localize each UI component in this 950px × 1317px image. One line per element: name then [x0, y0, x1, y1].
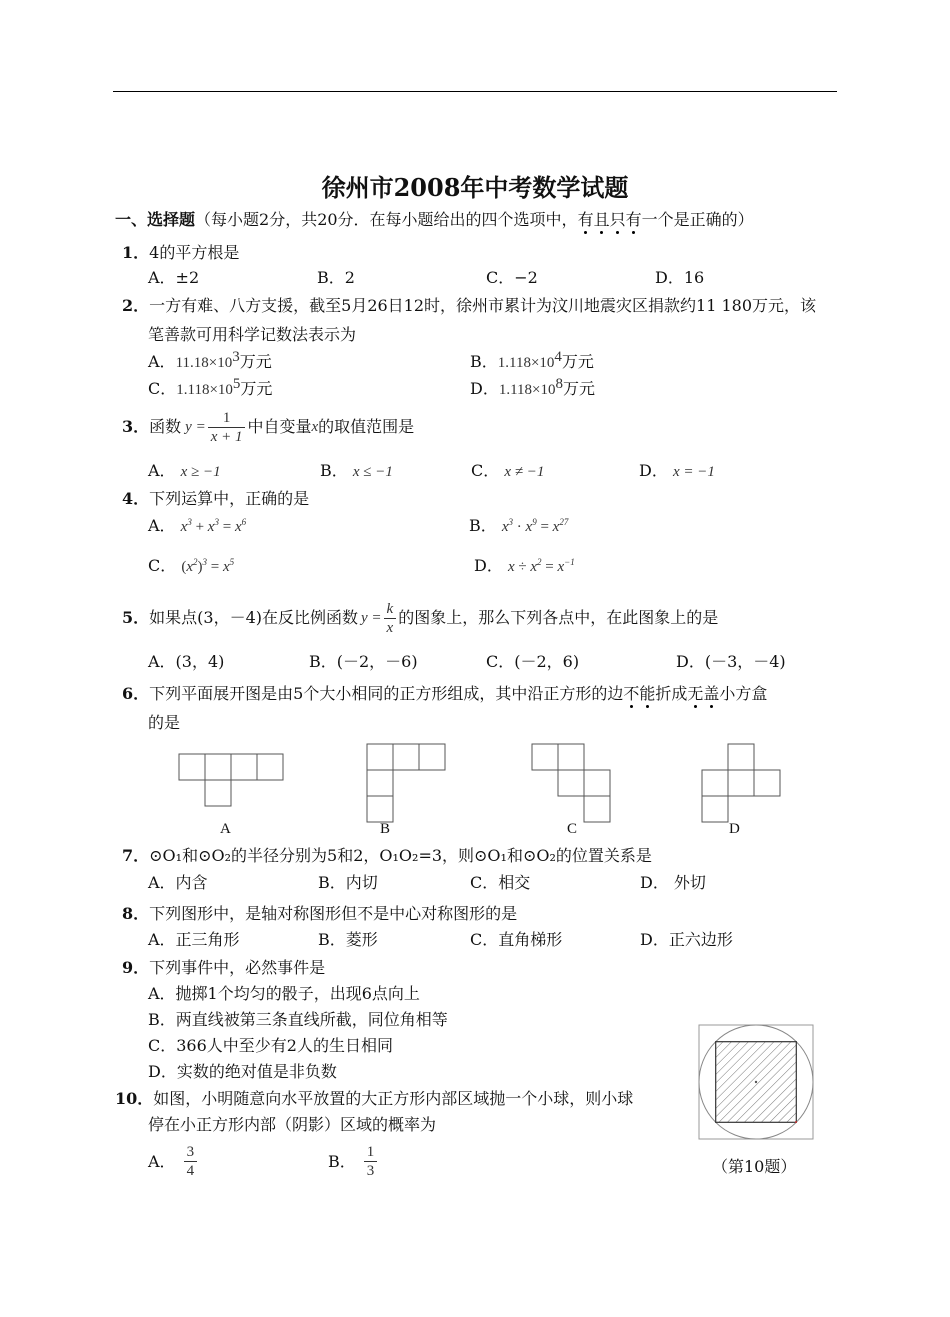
page-title: 徐州市2008年中考数学试题 — [321, 173, 629, 202]
option-coef: 1.118×10 — [497, 355, 555, 371]
option-expr: x ≥ −1 — [180, 464, 221, 480]
q9-option-c[interactable]: C．366人中至少有2人的生日相同 — [148, 1036, 393, 1055]
q2-option-c[interactable] — [148, 376, 273, 400]
net-figure-c[interactable] — [531, 743, 611, 823]
question-5 — [122, 596, 718, 640]
option-exp: 8 — [555, 376, 563, 392]
option-label: B． — [469, 516, 497, 535]
option-expr: $x^3 + x^3 = x^6$ — [180, 517, 247, 535]
question-stem-cont: 的是 — [148, 713, 181, 732]
figure-label-a: A — [220, 821, 231, 837]
option-coef: 1.118×10 — [498, 382, 556, 398]
option-label: D． — [474, 556, 503, 575]
question-3 — [122, 405, 414, 449]
option-expr: x = −1 — [672, 464, 715, 480]
option-exp: 4 — [554, 349, 562, 365]
q5-option-b[interactable]: B．(－2，－6) — [309, 652, 418, 671]
fraction-numerator: 3 — [186, 1144, 195, 1160]
emph-char: 有 — [577, 210, 594, 229]
emph-char: 盖 — [703, 684, 720, 703]
question-number: 7． — [122, 846, 150, 865]
question-number: 3． — [122, 417, 150, 436]
formula-lhs: y = — [185, 419, 206, 435]
question-stem: 下列平面展开图是由5个大小相同的正方形组成，其中沿正方形的边 — [149, 684, 624, 703]
emph-char: 且 — [593, 210, 610, 229]
question-number: 6． — [122, 684, 150, 703]
option-exp: 5 — [232, 376, 241, 392]
q3-option-d[interactable] — [639, 461, 715, 482]
option-expr: $(x^2)^3 = x^5$ — [181, 557, 235, 575]
question-number: 10． — [115, 1089, 154, 1108]
q9-option-d[interactable]: D．实数的绝对值是非负数 — [148, 1062, 337, 1081]
question-stem: 如图，小明随意向水平放置的大正方形内部区域抛一个小球，则小球 — [153, 1089, 634, 1108]
option-label: A． — [148, 1151, 176, 1171]
question-number: 9． — [122, 958, 150, 977]
question-number: 4． — [122, 489, 150, 508]
q1-option-d[interactable]: D．16 — [655, 268, 705, 287]
question-6 — [122, 684, 767, 704]
section-heading — [115, 210, 754, 230]
emph-char: 折 — [655, 684, 672, 703]
question-stem: 下列运算中，正确的是 — [149, 489, 310, 508]
question-stem: 如果点(3，－4)在反比例函数 — [149, 608, 358, 627]
question-stem-cont: 笔善款可用科学记数法表示为 — [148, 325, 357, 344]
option-label: B． — [328, 1151, 356, 1171]
q10-figure — [698, 1024, 814, 1140]
net-figure-b[interactable] — [366, 743, 446, 823]
question-stem: 4的平方根是 — [149, 243, 240, 262]
option-label: A． — [148, 461, 176, 480]
question-number: 2． — [122, 296, 150, 315]
option-label: D． — [639, 461, 668, 480]
option-expr: $x^3 \cdot x^9 = x^{27}$ — [501, 517, 569, 535]
q9-option-a[interactable]: A．抛掷1个均匀的骰子，出现6点向上 — [148, 984, 420, 1003]
question-stem: 小方盒 — [719, 684, 768, 703]
section-instruction-b: 一个是正确的） — [641, 210, 754, 229]
center-point — [755, 1081, 757, 1083]
q8-option-b[interactable]: B．菱形 — [318, 930, 378, 949]
fraction-numerator: 1 — [222, 409, 231, 426]
option-unit: 万元 — [561, 352, 594, 371]
figure-label-d: D — [729, 821, 740, 837]
question-stem-cont: 停在小正方形内部（阴影）区域的概率为 — [148, 1115, 437, 1134]
section-title: 一、选择题 — [115, 210, 196, 229]
option-coef: 11.18×10 — [175, 355, 233, 371]
q1-option-a[interactable]: A．±2 — [148, 268, 200, 287]
option-label: C． — [148, 379, 177, 398]
q10-option-b[interactable] — [328, 1143, 379, 1180]
q8-option-a[interactable]: A．正三角形 — [148, 930, 240, 949]
fraction-numerator: 1 — [366, 1144, 375, 1160]
figure-label-c: C — [567, 821, 578, 837]
emph-char: 能 — [639, 684, 656, 703]
option-expr: x ≠ −1 — [504, 464, 545, 480]
fraction-denominator: 3 — [364, 1161, 378, 1180]
q7-option-a[interactable]: A．内含 — [148, 873, 208, 892]
option-expr: $x \div x^2 = x^{-1}$ — [507, 557, 575, 575]
question-stem: 的图象上，那么下列各点中，在此图象上的是 — [398, 608, 719, 627]
fraction-denominator: x + 1 — [208, 427, 246, 446]
q5-option-c[interactable]: C．(－2，6) — [486, 652, 580, 671]
question-number: 8． — [122, 904, 150, 923]
question-stem: 函数 — [149, 417, 182, 436]
q2-option-d[interactable] — [470, 376, 596, 400]
question-stem: 的取值范围是 — [318, 417, 415, 436]
question-8 — [122, 904, 517, 924]
question-10 — [115, 1089, 633, 1109]
question-9 — [122, 958, 325, 978]
option-label: A． — [148, 516, 176, 535]
option-expr: x ≤ −1 — [352, 464, 393, 480]
formula-fraction — [384, 600, 397, 637]
question-4 — [122, 489, 309, 509]
q7-option-d[interactable]: D． 外切 — [640, 873, 706, 892]
emph-char: 不 — [623, 684, 640, 703]
emph-char: 只 — [609, 210, 626, 229]
net-figure-a[interactable] — [178, 753, 284, 807]
q3-option-c[interactable] — [471, 461, 544, 482]
q2-option-a[interactable] — [148, 349, 272, 373]
fraction-denominator: 4 — [184, 1161, 198, 1180]
question-stem: ⊙O₁和⊙O₂的半径分别为5和2，O₁O₂=3，则⊙O₁和⊙O₂的位置关系是 — [149, 846, 652, 865]
q3-option-b[interactable] — [320, 461, 393, 482]
question-2 — [122, 296, 816, 316]
section-instruction-a: （每小题2分，共20分．在每小题给出的四个选项中， — [195, 210, 578, 229]
q10-option-a[interactable] — [148, 1143, 199, 1180]
option-label: D． — [470, 379, 499, 398]
fraction-denominator: x — [384, 618, 397, 637]
option-label: B． — [320, 461, 348, 480]
q4-option-d[interactable] — [474, 556, 575, 577]
header-rule — [113, 91, 837, 92]
question-stem: 下列图形中，是轴对称图形但不是中心对称图形的是 — [149, 904, 518, 923]
option-coef: 1.118×10 — [176, 382, 233, 398]
question-number: 1． — [122, 243, 150, 262]
q9-option-b[interactable]: B．两直线被第三条直线所截，同位角相等 — [148, 1010, 448, 1029]
q7-option-b[interactable]: B．内切 — [318, 873, 378, 892]
question-stem: 一方有难、八方支援，截至5月26日12时，徐州市累计为汶川地震灾区捐款约11 180万元，该 — [149, 296, 817, 315]
q8-option-d[interactable]: D．正六边形 — [640, 930, 733, 949]
q4-option-c[interactable] — [148, 556, 234, 577]
net-figure-d[interactable] — [701, 743, 781, 823]
q2-option-b[interactable] — [470, 349, 594, 373]
option-exp: 3 — [232, 349, 240, 365]
question-7 — [122, 846, 652, 866]
q4-option-b[interactable] — [469, 516, 568, 537]
option-label: C． — [148, 556, 177, 575]
q5-option-a[interactable]: A．(3，4) — [148, 652, 225, 671]
option-unit: 万元 — [239, 352, 272, 371]
question-number: 5． — [122, 608, 150, 627]
question-stem: 中自变量 — [247, 417, 312, 436]
question-stem: 下列事件中，必然事件是 — [149, 958, 326, 977]
q8-option-c[interactable]: C．直角梯形 — [470, 930, 563, 949]
formula-lhs: y = — [361, 610, 382, 626]
option-unit: 万元 — [563, 379, 596, 398]
q1-option-b[interactable]: B．2 — [317, 268, 355, 287]
option-label: C． — [471, 461, 500, 480]
figure-label-b: B — [380, 821, 391, 837]
emph-char: 成 — [671, 684, 688, 703]
q3-option-a[interactable] — [148, 461, 221, 482]
option-unit: 万元 — [240, 379, 273, 398]
option-fraction — [364, 1143, 378, 1180]
variable: x — [311, 419, 319, 435]
fraction-numerator: k — [386, 600, 394, 617]
option-fraction — [184, 1143, 198, 1180]
figure-caption: （第10题） — [712, 1157, 797, 1176]
question-1 — [122, 243, 239, 263]
emph-char: 有 — [625, 210, 642, 229]
q7-option-c[interactable]: C．相交 — [470, 873, 531, 892]
option-label: B． — [470, 352, 498, 371]
q5-option-d[interactable]: D．(－3，－4) — [676, 652, 786, 671]
option-label: A． — [148, 352, 176, 371]
q1-option-c[interactable]: C．−2 — [486, 268, 538, 287]
emph-char: 无 — [687, 684, 704, 703]
corner-mark — [795, 1121, 797, 1123]
formula-fraction — [208, 409, 246, 446]
q4-option-a[interactable] — [148, 516, 246, 537]
